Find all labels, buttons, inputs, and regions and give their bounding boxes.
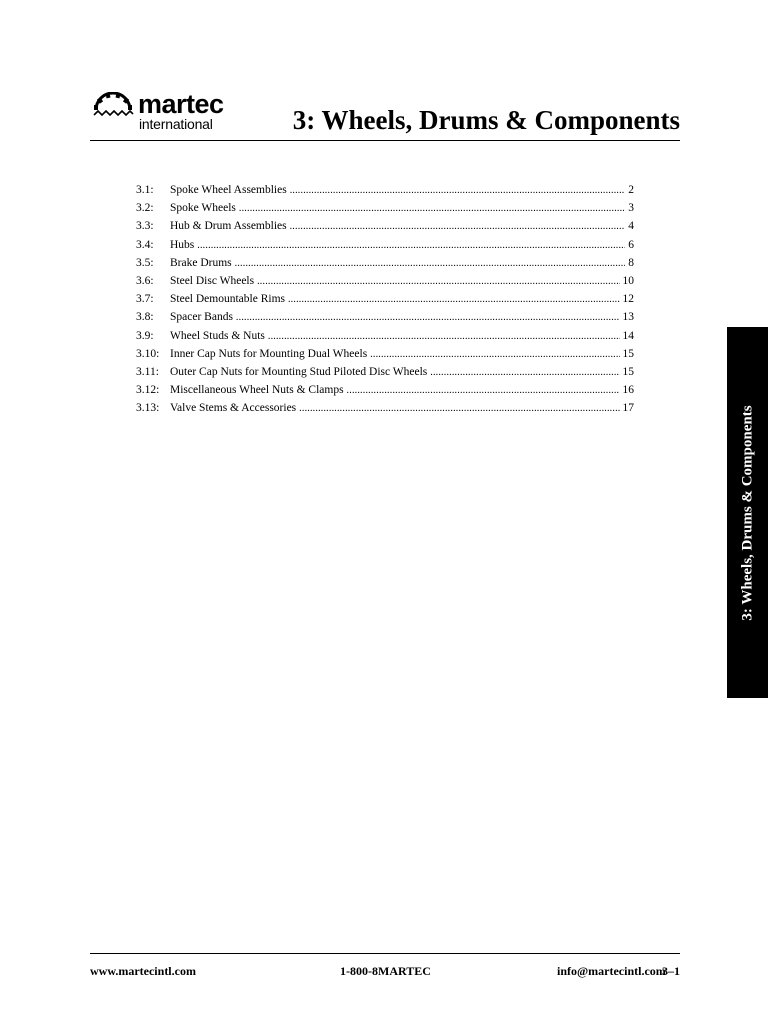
- toc-entry-page: 17: [622, 402, 634, 415]
- toc-entry-page: 3: [628, 202, 634, 215]
- toc-entry-number: 3.6:: [136, 274, 154, 287]
- toc-leader-dots: [299, 400, 619, 418]
- toc-leader-dots: [197, 237, 625, 255]
- toc-entry-title: Brake Drums: [170, 256, 232, 269]
- toc-leader-dots: [239, 200, 625, 218]
- toc-entry[interactable]: [136, 272, 634, 290]
- toc-leader-dots: [236, 309, 620, 327]
- section-side-tab: [727, 327, 768, 698]
- toc-entry-title: Outer Cap Nuts for Mounting Stud Piloted Disc Wheels: [170, 365, 428, 378]
- toc-entry-title: Spoke Wheel Assemblies: [170, 184, 287, 196]
- toc-entry-page: 13: [622, 311, 634, 324]
- toc-entry-title: Miscellaneous Wheel Nuts & Clamps: [170, 384, 344, 397]
- toc-entry-title: Steel Disc Wheels: [170, 274, 255, 287]
- toc-entry[interactable]: [136, 236, 634, 254]
- toc-entry-page: 16: [622, 384, 634, 397]
- toc-entry[interactable]: [136, 345, 634, 363]
- toc-leader-dots: [370, 346, 619, 364]
- toc-entry-number: 3.4:: [136, 238, 154, 251]
- footer-website-link[interactable]: www.martecintl.com: [90, 964, 196, 978]
- toc-entry-page: 4: [628, 220, 634, 233]
- toc-entry-page: 14: [622, 329, 634, 342]
- toc-entry-number: 3.2:: [136, 202, 154, 215]
- toc-leader-dots: [290, 218, 626, 236]
- toc-entry-title: Hub & Drum Assemblies: [170, 220, 287, 233]
- toc-entry-number: 3.10:: [136, 347, 160, 360]
- toc-leader-dots: [235, 255, 626, 273]
- toc-entry[interactable]: [136, 381, 634, 399]
- toc-entry-number: 3.1:: [136, 184, 154, 196]
- toc-entry-page: 12: [622, 293, 634, 306]
- toc-entry-number: 3.11:: [136, 365, 159, 378]
- toc-entry-title: Steel Demountable Rims: [170, 293, 285, 306]
- toc-entry-title: Inner Cap Nuts for Mounting Dual Wheels: [170, 347, 368, 360]
- toc-entry-number: 3.3:: [136, 220, 154, 233]
- toc-entry[interactable]: [136, 290, 634, 308]
- toc-entry[interactable]: [136, 399, 634, 417]
- toc-entry[interactable]: [136, 327, 634, 345]
- toc-leader-dots: [268, 328, 620, 346]
- toc-entry-title: Valve Stems & Accessories: [170, 402, 297, 415]
- toc-leader-dots: [430, 364, 619, 382]
- toc-entry[interactable]: [136, 199, 634, 217]
- toc-entry-number: 3.13:: [136, 402, 160, 415]
- page-title: 3: Wheels, Drums & Components: [292, 105, 680, 135]
- page-header: [90, 86, 680, 141]
- toc-leader-dots: [288, 291, 620, 309]
- toc-leader-dots: [257, 273, 619, 291]
- side-tab-label: 3: Wheels, Drums & Components: [739, 404, 755, 621]
- toc-entry-number: 3.7:: [136, 293, 154, 306]
- toc-entry-page: 15: [622, 365, 634, 378]
- toc-entry[interactable]: [136, 217, 634, 235]
- toc-entry-title: Hubs: [170, 238, 195, 251]
- table-of-contents: [136, 181, 634, 417]
- toc-entry[interactable]: [136, 254, 634, 272]
- gear-wheel-logo-icon: [92, 92, 134, 118]
- toc-entry-title: Spoke Wheels: [170, 202, 236, 215]
- toc-entry[interactable]: [136, 181, 634, 199]
- toc-entry-title: Wheel Studs & Nuts: [170, 329, 265, 342]
- toc-entry-page: 2: [628, 184, 634, 196]
- toc-entry-number: 3.5:: [136, 256, 154, 269]
- toc-entry[interactable]: [136, 308, 634, 326]
- logo-name: martec: [138, 89, 224, 119]
- toc-entry-title: Spacer Bands: [170, 311, 233, 324]
- page-footer: [90, 953, 680, 984]
- toc-entry-number: 3.9:: [136, 329, 154, 342]
- toc-entry-page: 15: [622, 347, 634, 360]
- toc-leader-dots: [347, 382, 620, 400]
- martec-logo[interactable]: [92, 88, 232, 134]
- footer-phone: 1-800-8MARTEC: [340, 964, 431, 978]
- toc-entry-number: 3.12:: [136, 384, 160, 397]
- logo-subtitle: international: [139, 116, 213, 132]
- toc-entry-page: 6: [628, 238, 634, 251]
- toc-entry-page: 8: [628, 256, 634, 269]
- footer-page-number: 3–1: [662, 964, 680, 978]
- toc-leader-dots: [290, 182, 626, 200]
- toc-entry-number: 3.8:: [136, 311, 154, 324]
- toc-entry-page: 10: [622, 274, 634, 287]
- footer-email-link[interactable]: info@martecintl.com: [557, 964, 666, 978]
- toc-entry[interactable]: [136, 363, 634, 381]
